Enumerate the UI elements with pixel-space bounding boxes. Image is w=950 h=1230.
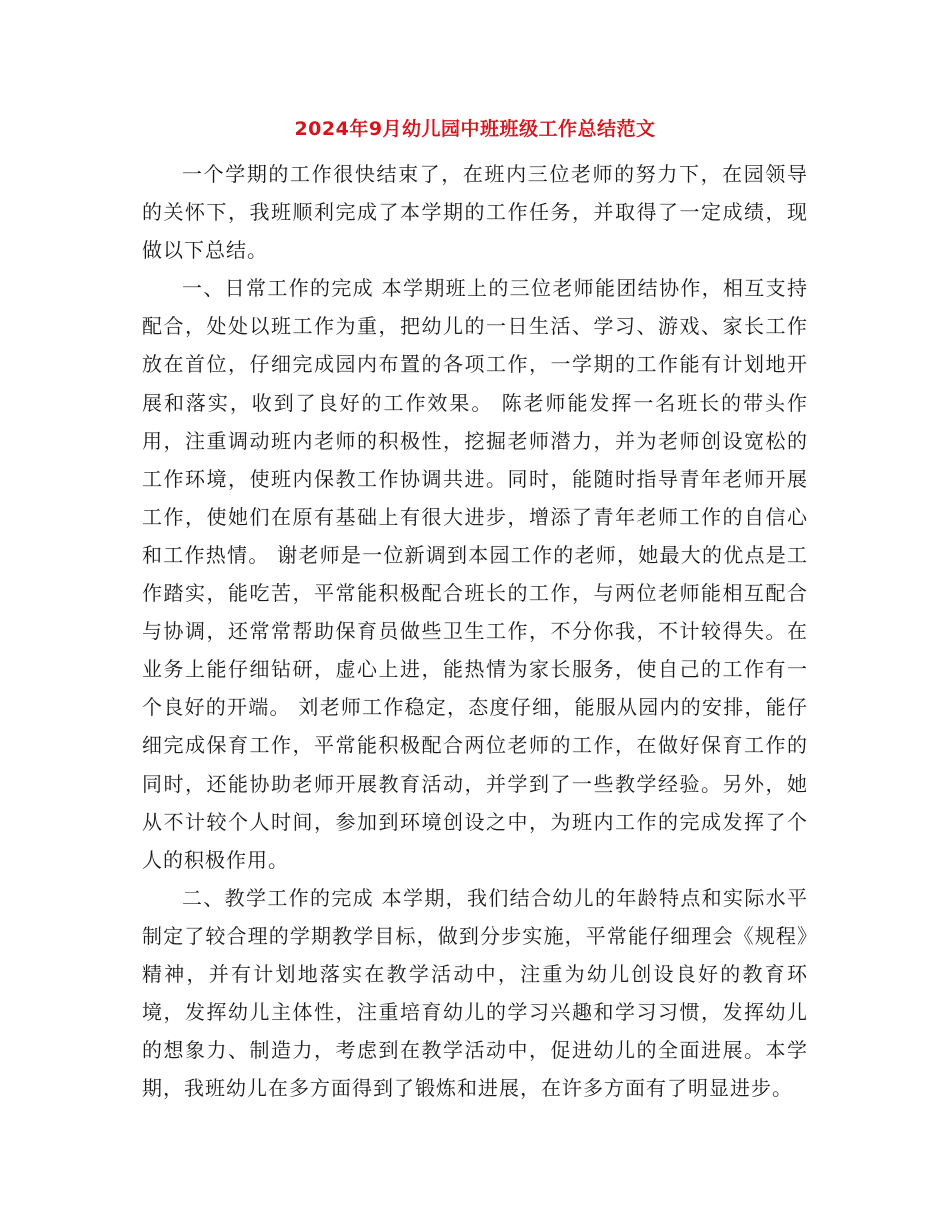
paragraph-intro: 一个学期的工作很快结束了，在班内三位老师的努力下，在园领导的关怀下，我班顺利完成了本学期的工作任务，并取得了一定成绩，现做以下总结。 (142, 162, 808, 263)
paragraph-daily-work: 一、日常工作的完成 本学期班上的三位老师能团结协作，相互支持配合，处处以班工作为重，把幼儿的一日生活、学习、游戏、家长工作放在首位，仔细完成园内布置的各项工作，一学期的工作能有计划地开展和落实，收到了良好的工作效果。 陈老师能发挥一名班长的带头作用，注重调动班内老师的积极性，挖掘老师潜力，并为老师创设宽松的工作环境，使班内保教工作协调共进。同时，能随时指导青年老师开展工作，使她们在原有基础上有很大进步，增添了青年老师工作的自信心和工作热情。 谢老师是一位新调到本园工作的老师，她最大的优点是工作踏实，能吃苦，平常能积极配合班长的工作，与两位老师能相互配合与协调，还常常帮助保育员做些卫生工作，不分你我，不计较得失。在业务上能仔细钻研，虚心上进，能热情为家长服务，使自己的工作有一个良好的开端。 刘老师工作稳定，态度仔细，能服从园内的安排，能仔细完成保育工作，平常能积极配合两位老师的工作，在做好保育工作的同时，还能协助老师开展教育活动，并学到了一些教学经验。另外，她从不计较个人时间，参加到环境创设之中，为班内工作的完成发挥了个人的积极作用。 (142, 276, 808, 872)
paragraph-teaching-work: 二、教学工作的完成 本学期，我们结合幼儿的年龄特点和实际水平制定了较合理的学期教学目标，做到分步实施，平常能仔细理会《规程》精神，并有计划地落实在教学活动中，注重为幼儿创设良好的教育环境，发挥幼儿主体性，注重培育幼儿的学习兴趣和学习习惯，发挥幼儿的想象力、制造力，考虑到在教学活动中，促进幼儿的全面进展。本学期，我班幼儿在多方面得到了锻炼和进展，在许多方面有了明显进步。 (142, 885, 808, 1101)
document-title: 2024年9月幼儿园中班班级工作总结范文 (294, 118, 656, 140)
document-body (142, 155, 808, 1107)
